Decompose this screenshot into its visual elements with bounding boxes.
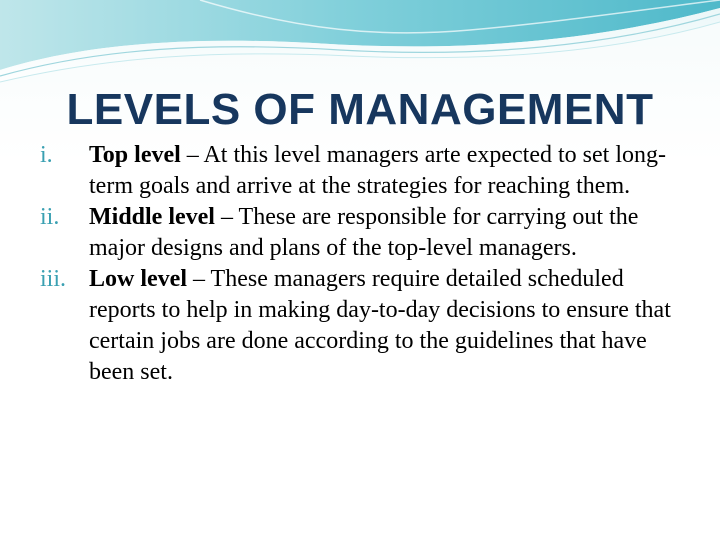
management-levels-list bbox=[40, 140, 680, 388]
level-description: – These managers require detailed scheduled reports to help in making day-to-day decisions to ensure that certain jobs are done according to the guidelines that have been set. bbox=[89, 266, 671, 385]
list-item-text bbox=[89, 264, 680, 388]
list-numeral: ii. bbox=[40, 204, 60, 230]
list-item-text bbox=[89, 202, 680, 264]
slide-title: LEVELS OF MANAGEMENT bbox=[66, 85, 654, 134]
list-numeral: i. bbox=[40, 142, 53, 168]
list-item bbox=[40, 202, 680, 264]
wave-header-decoration bbox=[0, 0, 720, 90]
level-description: – These are responsible for carrying out the major designs and plans of the top-level managers. bbox=[89, 204, 639, 261]
level-description: – At this level managers arte expected to set long-term goals and arrive at the strategies for reaching them. bbox=[89, 142, 666, 199]
level-term: Middle level bbox=[89, 204, 215, 230]
level-term: Low level bbox=[89, 266, 187, 292]
list-item bbox=[40, 140, 680, 202]
list-item bbox=[40, 264, 680, 388]
list-numeral: iii. bbox=[40, 266, 67, 292]
list-item-text bbox=[89, 140, 680, 202]
level-term: Top level bbox=[89, 142, 181, 168]
